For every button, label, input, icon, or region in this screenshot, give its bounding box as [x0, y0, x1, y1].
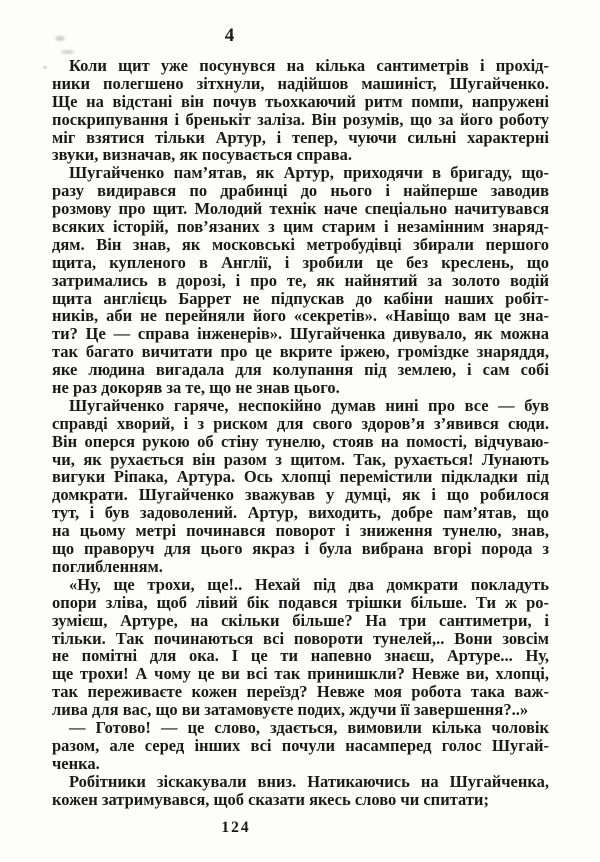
text-line: яке людина вигадала для колупання під землею, і сам собі — [52, 360, 549, 380]
text-line: разу видирався по драбинці до нього і найперше заводив — [52, 181, 549, 201]
text-line: так переживаєте кожен переїзд? Невже моя робота така важ- — [52, 682, 549, 702]
text-line: щита, купленого в Англії, і зробили це без креслень, що — [52, 252, 549, 272]
text-line: ти? Це — справа інженерів». Шугайченка дивувало, як можна — [52, 324, 549, 344]
text-line: щита англієць Баррет не підпускав до кабіни наших робіт- — [52, 288, 549, 308]
text-line: затримались в дорозі, і про те, як найнятий за золото водій — [52, 270, 549, 290]
scan-speck — [61, 50, 74, 54]
text-line: «Ну, ще трохи, ще!.. Нехай під два домкрати покладуть — [69, 574, 549, 594]
text-line: так багато вичитати про це вкрите іржею, громіздке знаряддя, — [52, 342, 549, 362]
text-line: що праворуч для цього якраз і була вибрана вгорі порода з — [52, 539, 549, 559]
text-line: домкрати. Шугайченко зважував у думці, як і що робилося — [52, 485, 549, 505]
text-line: Шугайченко пам’ятав, як Артур, приходячи в бригаду, що- — [69, 163, 549, 183]
text-line: ників, аби не перейняли його «секретів». «Навіщо вам це зна- — [52, 306, 549, 326]
text-line: не раз докоряв за те, що не знав цього. — [52, 378, 340, 398]
chapter-number: 4 — [224, 25, 236, 46]
text-line: на цьому метрі починався поворот і зниження тунелю, знав, — [52, 521, 549, 541]
scan-speck — [43, 66, 47, 69]
text-line: міг взятися тільки Артур, і тепер, чуючи сильні характерні — [52, 127, 549, 147]
text-line: розмову про щит. Молодий технік наче спеціально начитувався — [52, 199, 549, 219]
text-line: Робітники зіскакували вниз. Натикаючись на Шугайченка, — [69, 771, 549, 791]
text-line: Ще на відстані він почув тьохкаючий ритм помпи, напружені — [52, 91, 549, 111]
text-line: Він оперся рукою об стіну тунелю, стояв на помості, відчуваю- — [52, 431, 549, 451]
text-line: ники полегшено зітхнули, надійшов машиніст, Шугайченко. — [52, 73, 549, 93]
text-line: звуки, визначав, як посувається справа. — [52, 145, 353, 165]
text-line: поглибленням. — [52, 556, 163, 576]
text-line: всяких історій, пов’язаних з цим старим і незамінним знаряд- — [52, 217, 549, 237]
text-block — [52, 57, 549, 808]
text-line: не помітні для ока. І це ти напевно знаєш, Артуре... Ну, — [52, 646, 549, 666]
text-line: лива для вас, що ви затамовуєте подих, ждучи її завершення?..» — [52, 700, 529, 720]
text-line: дям. Він знав, як московські метробудівці збирали першого — [52, 234, 549, 254]
text-line: тільки. Так починаються всі повороти тунелей,.. Вони зовсім — [52, 628, 549, 648]
text-line: зумієш, Артуре, на скільки більше? На три сантиметри, і — [52, 610, 549, 630]
text-line: справді хворий, і з риском для свого здоров’я з’явився сюди. — [52, 413, 549, 433]
text-line: — Готово! — це слово, здається, вимовили кілька чоловік — [69, 717, 549, 737]
text-line: вигуки Ріпака, Артура. Ось хлопці перемістили підкладки під — [52, 467, 549, 487]
text-line: разом, але серед інших всі почули насамперед голос Шугай- — [52, 735, 549, 755]
page-number: 124 — [221, 819, 251, 836]
text-line: Коли щит уже посунувся на кілька сантиметрів і прохід- — [69, 56, 549, 75]
text-line: кожен затримувався, щоб сказати якесь слово чи спитати; — [52, 789, 489, 809]
text-line: Шугайченко гаряче, неспокійно думав нині про все — був — [69, 395, 549, 415]
text-line: ченка. — [52, 753, 100, 773]
text-line: ще трохи! А чому це ви всі так принишкли? Невже ви, хлопці, — [52, 664, 549, 684]
text-line: чи, як рухається він разом з щитом. Так, рухається! Лунають — [52, 449, 549, 469]
text-line: опори зліва, щоб лівий бік подався трішки більше. Ти ж ро- — [52, 592, 549, 612]
text-line: тут, і був задоволений. Артур, виходить, добре пам’ятав, що — [52, 503, 549, 523]
text-line: поскрипування і бренькіт заліза. Він розумів, що за його роботу — [52, 109, 549, 129]
